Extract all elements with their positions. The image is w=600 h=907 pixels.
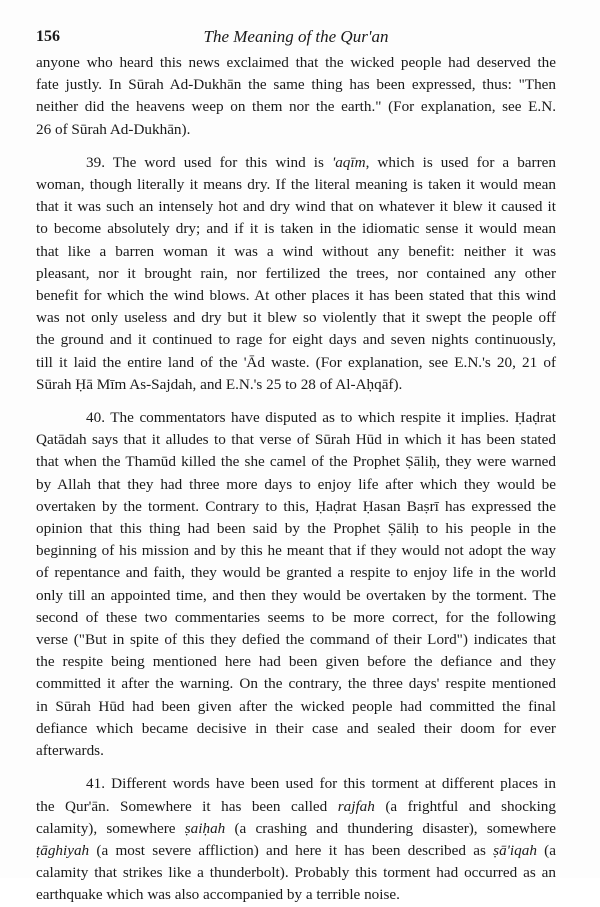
text-line: opinion that this thing had been said by the Prophet Ṣāliḥ to his people in the: [36, 520, 556, 538]
text-line: woman, though literally it means dry. If the literal meaning is taken it would mean: [36, 176, 556, 194]
text-line: beginning of his mission and by this he meant that if they would not adopt the way: [36, 542, 556, 560]
endnote-39: [36, 152, 556, 396]
text-line: was not only useless and dry but it blew so violently that it swept the people off: [36, 309, 556, 327]
text-line: committed it after the warning. On the contrary, the three days' respite mentioned: [36, 675, 556, 693]
text-line: neither did the heavens weep on them nor the earth." (For explanation, see E.N.: [36, 98, 556, 116]
italic-term: ṣaiḥah: [184, 819, 226, 837]
text-line: ṭāghiyah (a most severe affliction) and here it has been described as ṣā'iqah (a: [36, 841, 556, 859]
italic-term: ṣā'iqah: [493, 841, 537, 859]
page-body: [36, 52, 556, 907]
text-line: Sūrah Ḥā Mīm As-Sajdah, and E.N.'s 25 to 28 of Al-Aḥqāf).: [36, 375, 403, 393]
text-line: to become absolutely dry; and if it is taken in the idiomatic sense it would mean: [36, 220, 556, 238]
text-line: Qatādah says that it alludes to that verse of Sūrah Hūd in which it has been stated: [36, 431, 556, 449]
text-line: afterwards.: [36, 742, 104, 760]
text-line: only till an appointed time, and then they would be overtaken by the torment. The: [36, 586, 556, 604]
page-number: 156: [36, 28, 60, 45]
text-line: earthquake which was also accompanied by a terrible noise.: [36, 886, 400, 904]
text-line: that it was such an intensely hot and dry wind that on whatever it blew it caused it: [36, 198, 556, 216]
text-line: of repentance and faith, they would be granted a respite to enjoy life in the world: [36, 564, 556, 582]
text-line: the Qur'ān. Somewhere it has been called rajfah (a frightful and shocking: [36, 797, 556, 815]
text-line: benefit for which the wind blows. At other places it has been stated that this wind: [36, 287, 556, 305]
text-line: that when the Thamūd killed the she camel of the Prophet Ṣāliḥ, they were warned: [36, 453, 556, 471]
text-line: pleasant, nor it brought rain, nor fertilized the trees, nor contained any other: [36, 264, 556, 282]
text-line: till it laid the entire land of the 'Ād waste. (For explanation, see E.N.'s 20, 21 of: [36, 353, 556, 371]
italic-term: rajfah: [337, 797, 375, 815]
text-line: 41. Different words have been used for this torment at different places in: [86, 775, 556, 793]
text-line: defiance which became decisive in their case and sealed their doom for ever: [36, 719, 556, 737]
text-line: the ground and it continued to rage for eight days and seven nights continuously,: [36, 331, 556, 349]
running-title: The Meaning of the Qur'an: [203, 27, 389, 46]
endnote-40: [36, 407, 556, 762]
text-line: 40. The commentators have disputed as to which respite it implies. Ḥaḍrat: [86, 409, 556, 427]
text-line: in Sūrah Hūd had been given after the wicked people had committed the final: [36, 697, 556, 715]
text-line: by Allah that they had three more days to enjoy life after which they would be: [36, 475, 556, 493]
text-line: that like a barren woman it was a wind without any benefit: neither it was: [36, 242, 556, 260]
page-header: [36, 26, 556, 48]
italic-term: ṭāghiyah: [36, 841, 90, 859]
text-line: fate justly. In Sūrah Ad-Dukhān the same thing has been expressed, thus: "Then: [36, 76, 556, 94]
text-line: 39. The word used for this wind is 'aqīm, which is used for a barren: [86, 153, 557, 171]
endnote-41: [36, 773, 556, 906]
text-line: anyone who heard this news exclaimed that the wicked people had deserved the: [36, 54, 556, 71]
text-line: overtaken by the torment. Contrary to this, Ḥaḍrat Ḥasan Baṣrī has expressed the: [36, 497, 556, 515]
text-line: second of these two commentaries seems to be more correct, for the following: [36, 608, 556, 626]
text-line: calamity that strikes like a thunderbolt). Probably this torment had occurred as an: [36, 864, 556, 882]
text-line: calamity), somewhere ṣaiḥah (a crashing and thundering disaster), somewhere: [36, 819, 556, 837]
italic-term: 'aqīm: [331, 153, 366, 171]
paragraph-continuation: [36, 52, 556, 141]
text-line: 26 of Sūrah Ad-Dukhān).: [36, 120, 191, 138]
text-line: the respite being mentioned here had been given before the defiance and they: [36, 653, 556, 671]
text-line: verse ("But in spite of this they defied the command of their Lord") indicates that: [36, 631, 556, 649]
